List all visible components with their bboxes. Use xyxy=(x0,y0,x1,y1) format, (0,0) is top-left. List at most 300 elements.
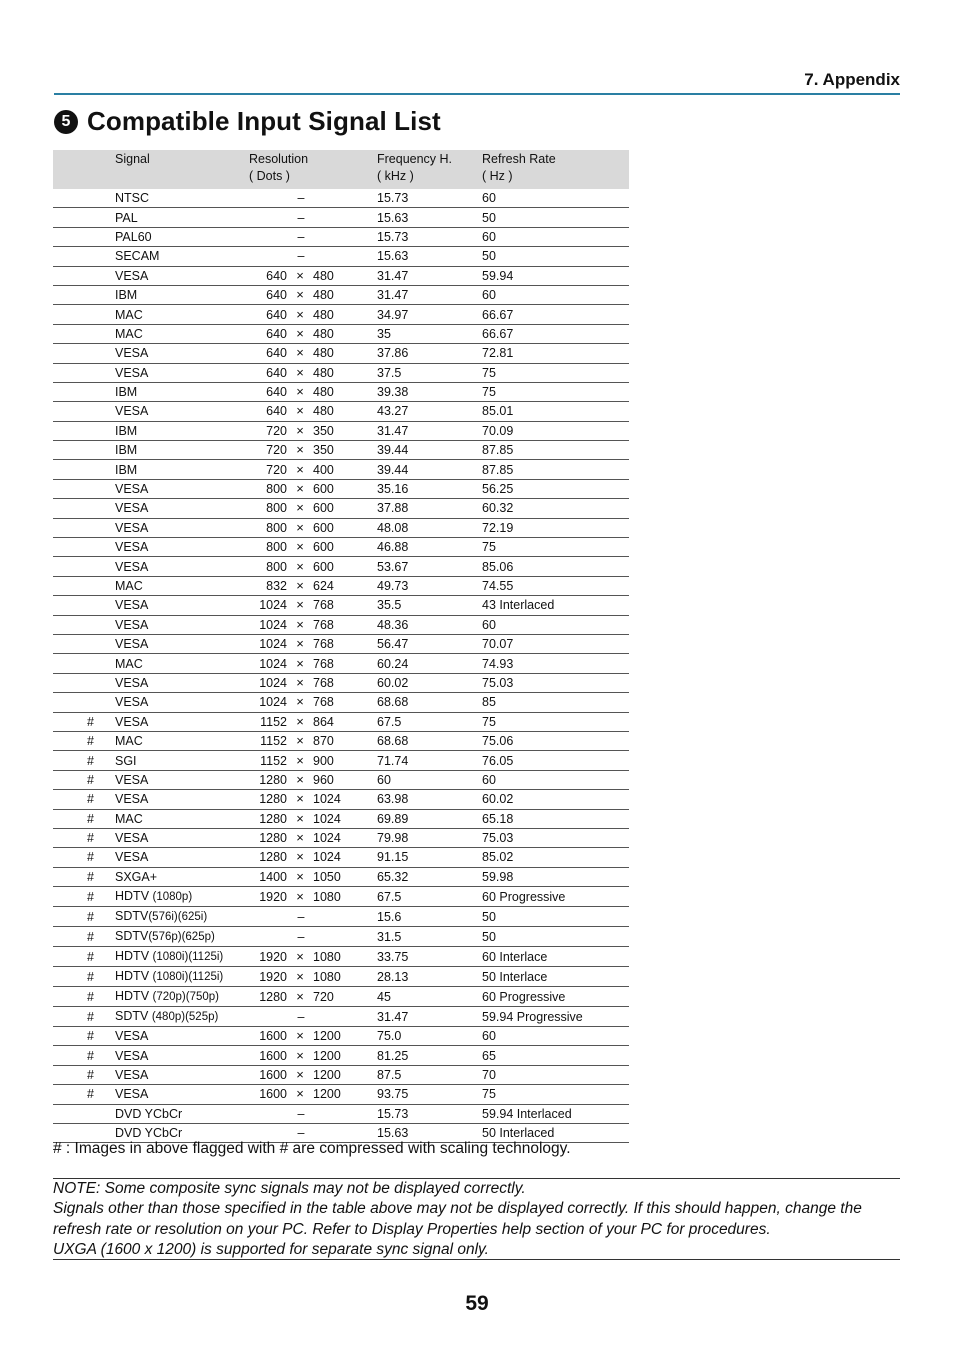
cell-refresh xyxy=(482,1027,629,1046)
signal-name: VESA xyxy=(115,695,149,710)
table-row xyxy=(53,848,629,867)
resolution-height: 480 xyxy=(313,288,334,303)
cell-flag xyxy=(53,848,115,867)
cell-refresh xyxy=(482,518,629,537)
signal-name: PAL60 xyxy=(115,229,152,244)
resolution-dash: – xyxy=(297,1126,305,1141)
cell-resolution xyxy=(249,344,377,363)
signal-name: IBM xyxy=(115,443,138,458)
times-symbol: × xyxy=(296,1028,304,1044)
times-symbol: × xyxy=(296,519,304,535)
table-row xyxy=(53,751,629,770)
frequency-value: 15.63 xyxy=(377,1126,409,1141)
cell-signal xyxy=(115,324,249,343)
cell-resolution xyxy=(249,673,377,692)
signal-name: VESA xyxy=(115,559,149,574)
signal-name: IBM xyxy=(115,462,138,477)
table-row xyxy=(53,208,629,227)
table-row xyxy=(53,557,629,576)
cell-signal xyxy=(115,634,249,653)
table-row xyxy=(53,809,629,828)
times-symbol: × xyxy=(296,849,304,865)
cell-refresh xyxy=(482,247,629,266)
refresh-value: 59.94 Interlaced xyxy=(482,1106,572,1121)
signal-format: (576i)(625i) xyxy=(148,911,208,924)
table-row xyxy=(53,615,629,634)
table-row xyxy=(53,305,629,324)
resolution-width: 1024 xyxy=(259,675,287,690)
cell-flag xyxy=(53,731,115,750)
flag-marker: # xyxy=(87,949,94,964)
resolution-height: 1024 xyxy=(313,792,341,807)
cell-signal xyxy=(115,790,249,809)
cell-frequency xyxy=(377,402,482,421)
cell-refresh xyxy=(482,751,629,770)
signal-name: VESA xyxy=(115,1068,149,1083)
table-row xyxy=(53,1065,629,1084)
header-frequency xyxy=(377,150,482,189)
cell-signal xyxy=(115,518,249,537)
signal-format: (1080p) xyxy=(152,891,193,904)
resolution-width: 800 xyxy=(266,540,287,555)
header-refresh xyxy=(482,150,629,189)
cell-signal xyxy=(115,731,249,750)
table-row xyxy=(53,828,629,847)
signal-name: VESA xyxy=(115,404,149,419)
cell-signal xyxy=(115,751,249,770)
cell-frequency xyxy=(377,1027,482,1046)
resolution-width: 640 xyxy=(266,268,287,283)
cell-refresh xyxy=(482,499,629,518)
note-line: UXGA (1600 x 1200) is supported for separate sync signal only. xyxy=(53,1241,489,1259)
cell-resolution xyxy=(249,770,377,789)
flag-marker: # xyxy=(87,969,94,984)
table-row xyxy=(53,441,629,460)
cell-signal xyxy=(115,1065,249,1084)
resolution-width: 832 xyxy=(266,579,287,593)
cell-frequency xyxy=(377,693,482,712)
times-symbol: × xyxy=(296,422,304,438)
signal-format: (480p)(525p) xyxy=(151,1011,219,1024)
cell-signal xyxy=(115,1007,249,1027)
cell-refresh xyxy=(482,634,629,653)
cell-frequency xyxy=(377,266,482,285)
frequency-value: 87.5 xyxy=(377,1068,402,1083)
frequency-value: 31.47 xyxy=(377,423,409,438)
resolution-height: 600 xyxy=(313,501,334,516)
table-row xyxy=(53,947,629,967)
cell-frequency xyxy=(377,518,482,537)
cell-signal xyxy=(115,770,249,789)
cell-refresh xyxy=(482,927,629,947)
flag-marker: # xyxy=(87,1048,94,1063)
cell-signal xyxy=(115,557,249,576)
cell-signal xyxy=(115,927,249,947)
table-row xyxy=(53,518,629,537)
times-symbol: × xyxy=(296,830,304,846)
header-signal-label: Signal xyxy=(115,152,150,166)
signal-name: MAC xyxy=(115,579,143,593)
table-row xyxy=(53,421,629,440)
signal-name: PAL xyxy=(115,210,138,225)
flag-marker: # xyxy=(87,714,94,729)
cell-frequency xyxy=(377,344,482,363)
resolution-value xyxy=(249,1085,367,1103)
resolution-width: 1920 xyxy=(259,969,287,984)
flag-marker: # xyxy=(87,1087,94,1102)
cell-resolution xyxy=(249,1007,377,1027)
refresh-value: 60 xyxy=(482,617,496,632)
cell-frequency xyxy=(377,967,482,987)
refresh-value: 85 xyxy=(482,695,496,710)
cell-frequency xyxy=(377,227,482,246)
refresh-value: 87.85 xyxy=(482,462,514,477)
frequency-value: 91.15 xyxy=(377,850,409,865)
cell-signal xyxy=(115,693,249,712)
cell-signal xyxy=(115,673,249,692)
signal-name: SGI xyxy=(115,753,137,768)
cell-flag xyxy=(53,712,115,731)
cell-resolution xyxy=(249,867,377,886)
resolution-height: 480 xyxy=(313,365,334,380)
cell-frequency xyxy=(377,634,482,653)
refresh-value: 87.85 xyxy=(482,443,514,458)
cell-flag xyxy=(53,518,115,537)
refresh-value: 50 xyxy=(482,909,496,924)
resolution-width: 1400 xyxy=(259,869,287,884)
frequency-value: 56.47 xyxy=(377,637,409,652)
cell-frequency xyxy=(377,538,482,557)
cell-frequency xyxy=(377,1007,482,1027)
cell-frequency xyxy=(377,1085,482,1104)
resolution-height: 1080 xyxy=(313,949,341,964)
resolution-value xyxy=(249,752,367,770)
resolution-width: 640 xyxy=(266,385,287,400)
cell-flag xyxy=(53,441,115,460)
cell-resolution xyxy=(249,731,377,750)
cell-resolution xyxy=(249,596,377,615)
cell-signal xyxy=(115,208,249,227)
signal-name: MAC xyxy=(115,734,143,749)
cell-resolution xyxy=(249,848,377,867)
resolution-width: 1920 xyxy=(259,949,287,964)
cell-resolution xyxy=(249,1027,377,1046)
resolution-value xyxy=(249,364,367,382)
signal-name: VESA xyxy=(115,365,149,380)
flag-marker: # xyxy=(87,1009,94,1024)
resolution-height: 960 xyxy=(313,772,334,787)
resolution-height: 768 xyxy=(313,675,334,690)
header-resolution xyxy=(249,150,377,189)
flag-marker: # xyxy=(87,792,94,807)
signal-name: VESA xyxy=(115,1087,149,1102)
resolution-value xyxy=(249,306,367,324)
resolution-width: 1280 xyxy=(259,792,287,807)
cell-signal xyxy=(115,499,249,518)
cell-flag xyxy=(53,324,115,343)
cell-flag xyxy=(53,887,115,907)
resolution-width: 1280 xyxy=(259,831,287,846)
frequency-value: 63.98 xyxy=(377,792,409,807)
times-symbol: × xyxy=(296,1067,304,1083)
resolution-width: 1024 xyxy=(259,695,287,710)
refresh-value: 72.81 xyxy=(482,346,514,361)
frequency-value: 60.24 xyxy=(377,656,409,671)
table-row xyxy=(53,673,629,692)
table-row xyxy=(53,499,629,518)
cell-refresh xyxy=(482,285,629,304)
resolution-width: 640 xyxy=(266,288,287,303)
table-row xyxy=(53,1046,629,1065)
cell-signal xyxy=(115,247,249,266)
times-symbol: × xyxy=(296,988,304,1004)
cell-signal xyxy=(115,344,249,363)
cell-frequency xyxy=(377,809,482,828)
resolution-value xyxy=(249,189,367,207)
cell-refresh xyxy=(482,987,629,1007)
cell-flag xyxy=(53,809,115,828)
signal-table-body xyxy=(53,189,629,1143)
cell-refresh xyxy=(482,654,629,673)
resolution-width: 640 xyxy=(266,404,287,419)
signal-name: VESA xyxy=(115,772,149,787)
signal-name: NTSC xyxy=(115,191,150,206)
cell-frequency xyxy=(377,712,482,731)
frequency-value: 81.25 xyxy=(377,1048,409,1063)
resolution-dash: – xyxy=(297,1009,305,1024)
frequency-value: 48.08 xyxy=(377,520,409,535)
cell-flag xyxy=(53,305,115,324)
cell-frequency xyxy=(377,382,482,401)
signal-name: HDTV xyxy=(115,949,150,964)
signal-name: HDTV xyxy=(115,969,150,984)
frequency-value: 48.36 xyxy=(377,617,409,632)
cell-frequency xyxy=(377,751,482,770)
frequency-value: 68.68 xyxy=(377,695,409,710)
table-row xyxy=(53,479,629,498)
frequency-value: 15.63 xyxy=(377,249,409,264)
table-row xyxy=(53,790,629,809)
cell-frequency xyxy=(377,305,482,324)
resolution-value xyxy=(249,577,367,595)
cell-refresh xyxy=(482,887,629,907)
cell-resolution xyxy=(249,987,377,1007)
flag-marker: # xyxy=(87,753,94,768)
cell-resolution xyxy=(249,615,377,634)
signal-name: VESA xyxy=(115,501,149,516)
times-symbol: × xyxy=(296,1086,304,1102)
chapter-rule xyxy=(54,93,900,95)
signal-name: MAC xyxy=(115,811,143,826)
cell-refresh xyxy=(482,967,629,987)
resolution-height: 480 xyxy=(313,385,334,400)
cell-signal xyxy=(115,615,249,634)
resolution-height: 600 xyxy=(313,520,334,535)
signal-name: SXGA+ xyxy=(115,869,158,884)
cell-frequency xyxy=(377,324,482,343)
refresh-value: 60 Progressive xyxy=(482,889,566,904)
frequency-value: 71.74 xyxy=(377,753,409,768)
cell-refresh xyxy=(482,460,629,479)
cell-resolution xyxy=(249,790,377,809)
refresh-value: 50 xyxy=(482,249,496,264)
signal-name: HDTV xyxy=(115,889,150,904)
header-frequency-label: Frequency H. xyxy=(377,152,453,166)
cell-frequency xyxy=(377,596,482,615)
cell-resolution xyxy=(249,402,377,421)
refresh-value: 60.32 xyxy=(482,501,514,516)
times-symbol: × xyxy=(296,364,304,380)
resolution-height: 1200 xyxy=(313,1068,341,1083)
resolution-width: 640 xyxy=(266,365,287,380)
frequency-value: 31.5 xyxy=(377,929,402,944)
cell-signal xyxy=(115,1027,249,1046)
refresh-value: 74.93 xyxy=(482,656,514,671)
times-symbol: × xyxy=(296,791,304,807)
signal-name: VESA xyxy=(115,482,149,497)
resolution-height: 624 xyxy=(313,579,334,593)
cell-frequency xyxy=(377,828,482,847)
table-row xyxy=(53,538,629,557)
signal-name: MAC xyxy=(115,326,143,341)
resolution-width: 1152 xyxy=(260,734,287,749)
resolution-dash: – xyxy=(297,249,305,264)
resolution-value xyxy=(249,635,367,653)
resolution-width: 800 xyxy=(266,501,287,516)
resolution-height: 768 xyxy=(313,637,334,652)
times-symbol: × xyxy=(296,948,304,964)
times-symbol: × xyxy=(296,267,304,283)
cell-frequency xyxy=(377,867,482,886)
cell-flag xyxy=(53,654,115,673)
cell-refresh xyxy=(482,770,629,789)
cell-frequency xyxy=(377,654,482,673)
cell-flag xyxy=(53,576,115,595)
resolution-height: 480 xyxy=(313,346,334,361)
cell-flag xyxy=(53,693,115,712)
cell-refresh xyxy=(482,848,629,867)
frequency-value: 31.47 xyxy=(377,1009,409,1024)
times-symbol: × xyxy=(296,733,304,749)
times-symbol: × xyxy=(296,713,304,729)
frequency-value: 15.73 xyxy=(377,229,409,244)
cell-refresh xyxy=(482,790,629,809)
times-symbol: × xyxy=(296,616,304,632)
frequency-value: 15.73 xyxy=(377,191,409,206)
table-row xyxy=(53,596,629,615)
refresh-value: 60 Progressive xyxy=(482,989,566,1004)
cell-frequency xyxy=(377,247,482,266)
resolution-dash: – xyxy=(297,210,305,225)
resolution-value xyxy=(249,247,367,265)
resolution-value xyxy=(249,1066,367,1084)
cell-flag xyxy=(53,266,115,285)
frequency-value: 39.38 xyxy=(377,385,409,400)
refresh-value: 59.98 xyxy=(482,869,514,884)
resolution-value xyxy=(249,713,367,731)
flag-marker: # xyxy=(87,989,94,1004)
signal-name: SDTV xyxy=(115,929,149,944)
frequency-value: 67.5 xyxy=(377,889,402,904)
cell-flag xyxy=(53,615,115,634)
cell-signal xyxy=(115,266,249,285)
cell-frequency xyxy=(377,1065,482,1084)
refresh-value: 75 xyxy=(482,714,496,729)
table-row xyxy=(53,227,629,246)
resolution-value xyxy=(249,325,367,343)
signal-name: DVD YCbCr xyxy=(115,1126,183,1141)
refresh-value: 75 xyxy=(482,385,496,400)
cell-flag xyxy=(53,790,115,809)
refresh-value: 70.07 xyxy=(482,637,514,652)
resolution-height: 768 xyxy=(313,617,334,632)
frequency-value: 75.0 xyxy=(377,1029,402,1044)
frequency-value: 37.5 xyxy=(377,365,402,380)
cell-flag xyxy=(53,1046,115,1065)
cell-refresh xyxy=(482,596,629,615)
resolution-height: 720 xyxy=(313,989,334,1004)
flag-marker: # xyxy=(87,929,94,944)
cell-flag xyxy=(53,596,115,615)
cell-signal xyxy=(115,441,249,460)
resolution-height: 600 xyxy=(313,482,334,497)
page-number: 59 xyxy=(465,1292,489,1315)
cell-flag xyxy=(53,344,115,363)
resolution-value xyxy=(249,771,367,789)
resolution-value xyxy=(249,616,367,634)
cell-refresh xyxy=(482,557,629,576)
cell-resolution xyxy=(249,324,377,343)
cell-frequency xyxy=(377,1104,482,1123)
table-row xyxy=(53,712,629,731)
refresh-value: 60.02 xyxy=(482,792,514,807)
cell-signal xyxy=(115,363,249,382)
cell-refresh xyxy=(482,576,629,595)
times-symbol: × xyxy=(296,597,304,613)
refresh-value: 75 xyxy=(482,365,496,380)
signal-name: SDTV xyxy=(115,1009,149,1024)
resolution-height: 480 xyxy=(313,404,334,419)
table-row xyxy=(53,693,629,712)
refresh-value: 60 xyxy=(482,288,496,303)
signal-name: VESA xyxy=(115,714,149,729)
table-row xyxy=(53,344,629,363)
resolution-dash: – xyxy=(297,929,305,944)
frequency-value: 69.89 xyxy=(377,811,409,826)
flag-marker: # xyxy=(87,811,94,826)
cell-frequency xyxy=(377,907,482,927)
frequency-value: 46.88 xyxy=(377,540,409,555)
cell-flag xyxy=(53,770,115,789)
header-resolution-unit: ( Dots ) xyxy=(249,169,290,183)
cell-frequency xyxy=(377,576,482,595)
signal-name: SECAM xyxy=(115,249,160,264)
table-row xyxy=(53,907,629,927)
frequency-value: 60 xyxy=(377,772,391,787)
cell-resolution xyxy=(249,499,377,518)
cell-signal xyxy=(115,227,249,246)
signal-format: (720p)(750p) xyxy=(152,991,219,1004)
times-symbol: × xyxy=(296,810,304,826)
frequency-value: 15.6 xyxy=(377,909,402,924)
frequency-value: 39.44 xyxy=(377,462,409,477)
cell-resolution xyxy=(249,538,377,557)
resolution-value xyxy=(249,499,367,517)
signal-name: IBM xyxy=(115,423,138,438)
cell-refresh xyxy=(482,867,629,886)
cell-resolution xyxy=(249,1085,377,1104)
cell-frequency xyxy=(377,615,482,634)
